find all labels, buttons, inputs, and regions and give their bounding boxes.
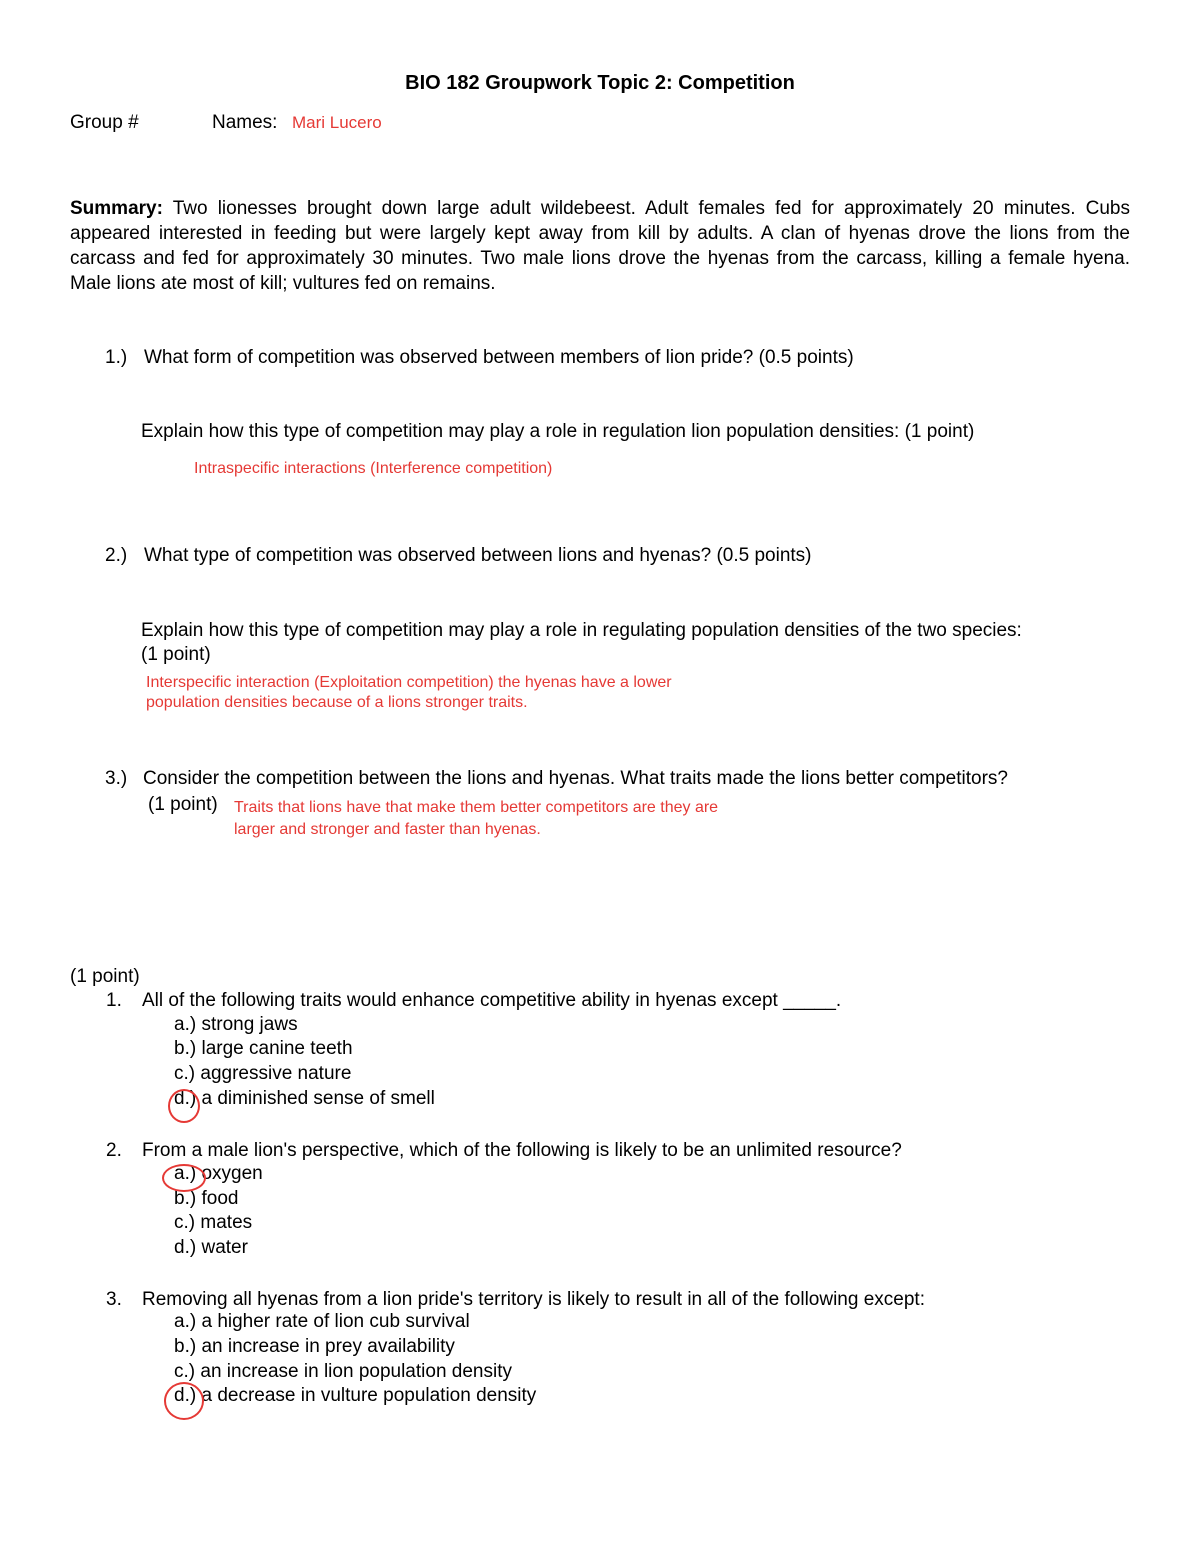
- mc-1-option-c[interactable]: [174, 1063, 351, 1085]
- option-text: an increase in lion population density: [200, 1361, 512, 1382]
- mc-1-option-b[interactable]: [174, 1038, 353, 1060]
- question-1-text: What form of competition was observed between members of lion pride? (0.5 points): [144, 347, 854, 368]
- mc-1-option-d[interactable]: [174, 1088, 435, 1110]
- mc-2-option-c[interactable]: [174, 1212, 252, 1234]
- option-label: d.): [174, 1237, 197, 1258]
- question-2-answer-line2: population densities because of a lions stronger traits.: [146, 694, 528, 711]
- summary-paragraph: [70, 196, 1130, 296]
- mc-3-option-b[interactable]: [174, 1336, 455, 1358]
- question-1-number: 1.): [105, 347, 128, 368]
- question-1-explain: Explain how this type of competition may play a role in regulation lion population densities: (1 point): [141, 421, 975, 442]
- names-value: Mari Lucero: [292, 113, 382, 132]
- option-text: a higher rate of lion cub survival: [201, 1311, 470, 1332]
- question-2-number: 2.): [105, 545, 128, 566]
- mc-1-text: All of the following traits would enhance competitive ability in hyenas except _____.: [142, 990, 842, 1011]
- mc-3-option-d[interactable]: [174, 1385, 536, 1407]
- summary-label: Summary:: [70, 198, 163, 219]
- option-label: c.): [174, 1212, 196, 1233]
- mc-3-number: 3.: [106, 1289, 122, 1310]
- option-label: d.): [174, 1385, 197, 1406]
- option-text: mates: [200, 1212, 253, 1233]
- option-label: a.): [174, 1014, 197, 1035]
- option-text: oxygen: [201, 1163, 263, 1184]
- option-label: c.): [174, 1361, 196, 1382]
- option-text: a diminished sense of smell: [201, 1088, 435, 1109]
- option-text: strong jaws: [201, 1014, 298, 1035]
- question-3-answer-line1: Traits that lions have that make them better competitors are they are: [234, 799, 719, 816]
- option-text: aggressive nature: [200, 1063, 352, 1084]
- option-text: an increase in prey availability: [201, 1336, 455, 1357]
- question-2-text: What type of competition was observed between lions and hyenas? (0.5 points): [144, 545, 812, 566]
- answer-circle-icon: [162, 1164, 206, 1192]
- option-label: b.): [174, 1188, 197, 1209]
- question-2-explain-line1: Explain how this type of competition may play a role in regulating population densities of the two species:: [141, 620, 1022, 641]
- group-label: Group #: [70, 112, 139, 133]
- mc-1-option-a[interactable]: [174, 1014, 298, 1036]
- answer-circle-icon: [164, 1382, 204, 1420]
- question-3-number: 3.): [105, 768, 128, 789]
- option-label: b.): [174, 1336, 197, 1357]
- option-text: water: [201, 1237, 248, 1258]
- summary-text: Two lionesses brought down large adult wildebeest. Adult females fed for approximately 20 minutes. Cubs appeared interested in feeding but were largely kept away from kill by adults. A clan of hyenas drove the lions from the carcass and fed for approximately 30 minutes. Two male lions drove the hyenas from the carcass, killing a female hyena. Male lions ate most of kill; vultures fed on remains.: [70, 198, 1130, 294]
- question-1-answer: Intraspecific interactions (Interference competition): [194, 460, 553, 477]
- mc-1-number: 1.: [106, 990, 122, 1011]
- question-3-answer-line2: larger and stronger and faster than hyenas.: [234, 821, 541, 838]
- question-2-answer-line1: Interspecific interaction (Exploitation competition) the hyenas have a lower: [146, 674, 672, 691]
- mc-3-option-a[interactable]: [174, 1311, 470, 1333]
- option-text: large canine teeth: [201, 1038, 353, 1059]
- page-title: BIO 182 Groupwork Topic 2: Competition: [405, 72, 795, 94]
- option-label: c.): [174, 1063, 196, 1084]
- mc-3-text: Removing all hyenas from a lion pride's territory is likely to result in all of the following except:: [142, 1289, 925, 1310]
- option-label: b.): [174, 1038, 197, 1059]
- question-2-explain-line2: (1 point): [141, 644, 211, 665]
- mc-2-option-d[interactable]: [174, 1237, 248, 1259]
- mc-points: (1 point): [70, 966, 140, 987]
- option-label: a.): [174, 1163, 197, 1184]
- names-label: Names:: [212, 112, 278, 133]
- option-text: food: [201, 1188, 239, 1209]
- option-label: a.): [174, 1311, 197, 1332]
- mc-2-text: From a male lion's perspective, which of the following is likely to be an unlimited resource?: [142, 1140, 902, 1161]
- question-3-text: Consider the competition between the lions and hyenas. What traits made the lions better competitors?: [143, 768, 1008, 789]
- mc-2-number: 2.: [106, 1140, 122, 1161]
- option-text: a decrease in vulture population density: [201, 1385, 537, 1406]
- answer-circle-icon: [168, 1089, 200, 1123]
- question-3-points: (1 point): [148, 794, 218, 815]
- mc-3-option-c[interactable]: [174, 1361, 512, 1383]
- option-label: d.): [174, 1088, 197, 1109]
